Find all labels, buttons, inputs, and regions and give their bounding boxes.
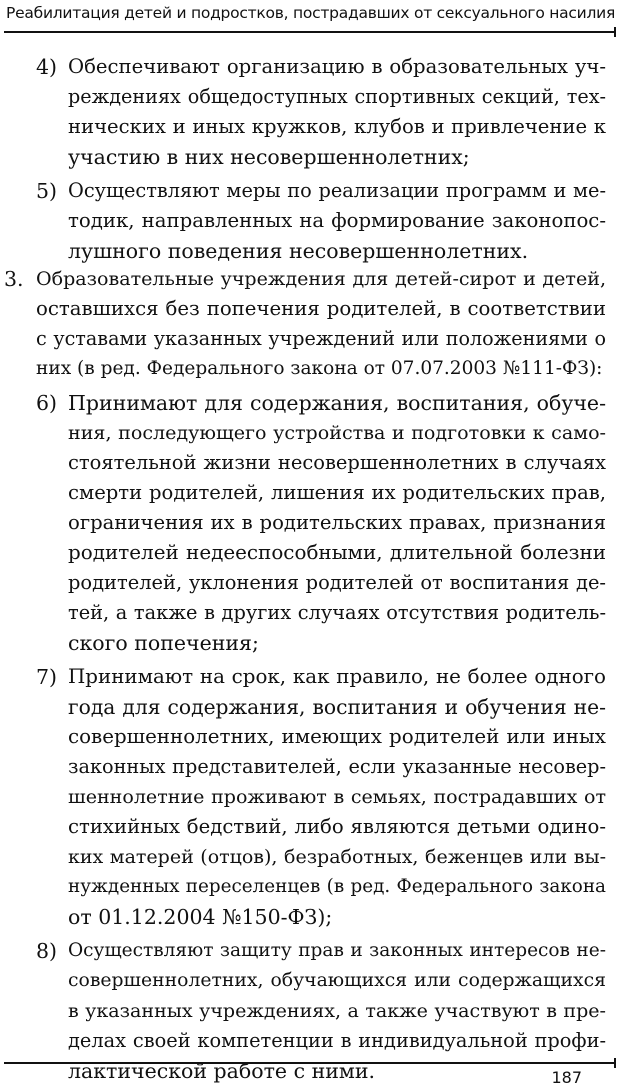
footer-rule: [4, 1062, 614, 1064]
item-number: 3.: [4, 267, 24, 291]
text-line: совершеннолетних, имеющих родителей или иных: [68, 725, 606, 748]
text-line: стихийных бедствий, либо являются детьми одино-: [68, 815, 606, 838]
list-item: [36, 388, 606, 658]
text-line: ких матерей (отцов), безработных, беженцев или вы-: [68, 846, 606, 868]
text-line: совершеннолетних, обучающихся или содержащихся: [68, 970, 606, 991]
text-line: делах своей компетенции в индивидуальной профи-: [68, 1029, 606, 1052]
text-line: Принимают для содержания, воспитания, обуче-: [68, 391, 606, 415]
text-line: Осуществляют меры по реализации программ и ме-: [68, 179, 606, 202]
text-line: лактической работе с ними.: [68, 1059, 376, 1083]
text-line: Обеспечивают организацию в образовательных уч-: [68, 55, 606, 78]
list-item: [36, 52, 606, 172]
text-line: смерти родителей, лишения их родительских прав,: [68, 481, 606, 504]
text-line: стоятельной жизни несовершеннолетних в случаях: [68, 451, 606, 474]
text-line: участию в них несовершеннолетних;: [68, 145, 470, 169]
text-line: Осуществляют защиту прав и законных интересов не-: [68, 940, 606, 961]
text-line: шеннолетние проживают в семьях, пострадавших от: [68, 786, 606, 808]
text-line: родителей, уклонения родителей от воспитания де-: [68, 571, 606, 594]
page-number: 187: [551, 1068, 582, 1087]
text-line: ского попечения;: [68, 631, 259, 655]
text-line: Образовательные учреждения для детей-сирот и детей,: [36, 268, 606, 290]
text-line: нужденных переселенцев (в ред. Федерального закона: [68, 876, 606, 897]
text-line: года для содержания, воспитания и обучения не-: [68, 695, 606, 719]
text-line: законных представителей, если указанные несовер-: [68, 755, 606, 778]
text-line: родителей недееспособными, длительной болезни: [68, 541, 606, 564]
item-number: 4): [36, 55, 58, 79]
text-line: нических и иных кружков, клубов и привлечение к: [68, 115, 606, 138]
text-line: в указанных учреждениях, а также участвуют в пре-: [68, 1000, 606, 1022]
text-line: ограничения их в родительских правах, признания: [68, 511, 606, 534]
header-rule: [4, 31, 614, 33]
list-item: [36, 176, 606, 266]
text-line: тодик, направленных на формирование законопос-: [68, 209, 606, 232]
text-line: них (в ред. Федерального закона от 07.07.2003 №111-ФЗ):: [36, 358, 603, 379]
text-line: с уставами указанных учреждений или положениями о: [36, 327, 606, 350]
text-line: ния, последующего устройства и подготовки к само-: [68, 422, 606, 444]
list-item: [36, 662, 606, 932]
item-number: 7): [36, 665, 58, 689]
list-item: [4, 264, 606, 384]
item-number: 5): [36, 179, 58, 203]
text-line: оставшихся без попечения родителей, в соответствии: [36, 297, 606, 320]
text-line: лушного поведения несовершеннолетних.: [68, 239, 529, 263]
item-number: 8): [36, 939, 58, 963]
item-number: 6): [36, 391, 58, 415]
text-line: реждениях общедоступных спортивных секций, тех-: [68, 85, 606, 108]
text-line: от 01.12.2004 №150-ФЗ);: [68, 905, 333, 929]
text-line: тей, а также в других случаях отсутствия родитель-: [68, 601, 606, 624]
text-line: Принимают на срок, как правило, не более одного: [68, 665, 606, 688]
running-header: Реабилитация детей и подростков, пострадавших от сексуального насилия: [6, 4, 616, 22]
